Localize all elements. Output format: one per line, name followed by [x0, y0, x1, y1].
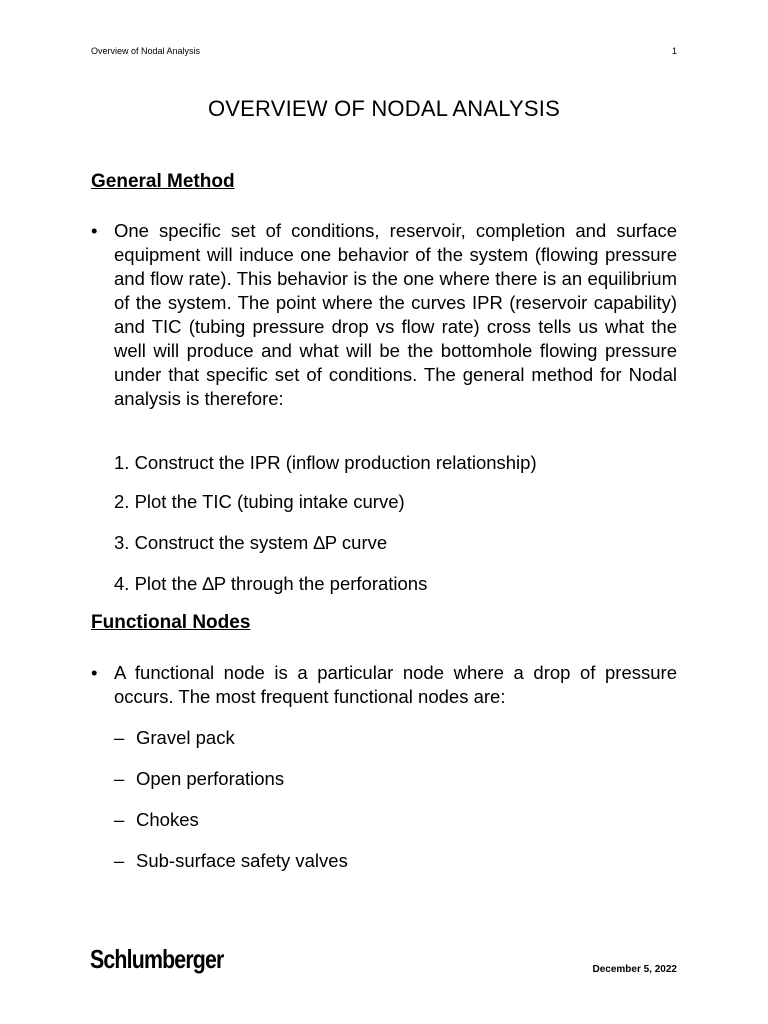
- section-heading-general-method: General Method: [91, 171, 235, 192]
- step-item: 2. Plot the TIC (tubing intake curve): [114, 491, 405, 512]
- page-title: OVERVIEW OF NODAL ANALYSIS: [207, 96, 560, 121]
- list-item: [114, 767, 284, 791]
- running-title: Overview of Nodal Analysis: [91, 46, 201, 56]
- list-item: [114, 726, 235, 750]
- general-method-paragraph: One specific set of conditions, reservoir, completion and surface equipment will induce one behavior of the system (flowing pressure and flow rate). This behavior is the one where there is an equilibrium of the system. The point where the curves IPR (reservoir capability) and TIC (tubing pressure drop vs flow rate) cross tells us what the well will produce and what will be the bottomhole flowing pressure under that specific set of conditions. The general method for Nodal analysis is therefore:: [114, 220, 677, 409]
- list-item-label: Gravel pack: [136, 727, 235, 748]
- dash-icon: –: [114, 768, 125, 789]
- dash-icon: –: [114, 809, 125, 830]
- dash-icon: –: [114, 727, 125, 748]
- list-item-label: Sub-surface safety valves: [136, 850, 348, 871]
- step-item: 3. Construct the system ∆P curve: [114, 532, 388, 553]
- schlumberger-logo: Schlumberger: [90, 944, 224, 974]
- running-header: [91, 46, 677, 56]
- list-item: [114, 849, 348, 873]
- functional-nodes-bullet: [91, 661, 677, 709]
- step-item: 4. Plot the ∆P through the perforations: [114, 573, 428, 594]
- step-item: 1. Construct the IPR (inflow production relationship): [114, 452, 537, 473]
- footer-date: December 5, 2022: [592, 964, 677, 975]
- section-heading-functional-nodes: Functional Nodes: [91, 612, 251, 633]
- dash-icon: –: [114, 850, 125, 871]
- general-method-bullet: [91, 219, 677, 411]
- list-item-label: Open perforations: [136, 768, 285, 789]
- bullet-icon: •: [91, 662, 98, 683]
- functional-nodes-paragraph: A functional node is a particular node where a drop of pressure occurs. The most frequent functional nodes are:: [114, 662, 677, 707]
- list-item-label: Chokes: [136, 809, 199, 830]
- list-item: [114, 808, 199, 832]
- page-number: 1: [671, 46, 677, 56]
- bullet-icon: •: [91, 220, 98, 241]
